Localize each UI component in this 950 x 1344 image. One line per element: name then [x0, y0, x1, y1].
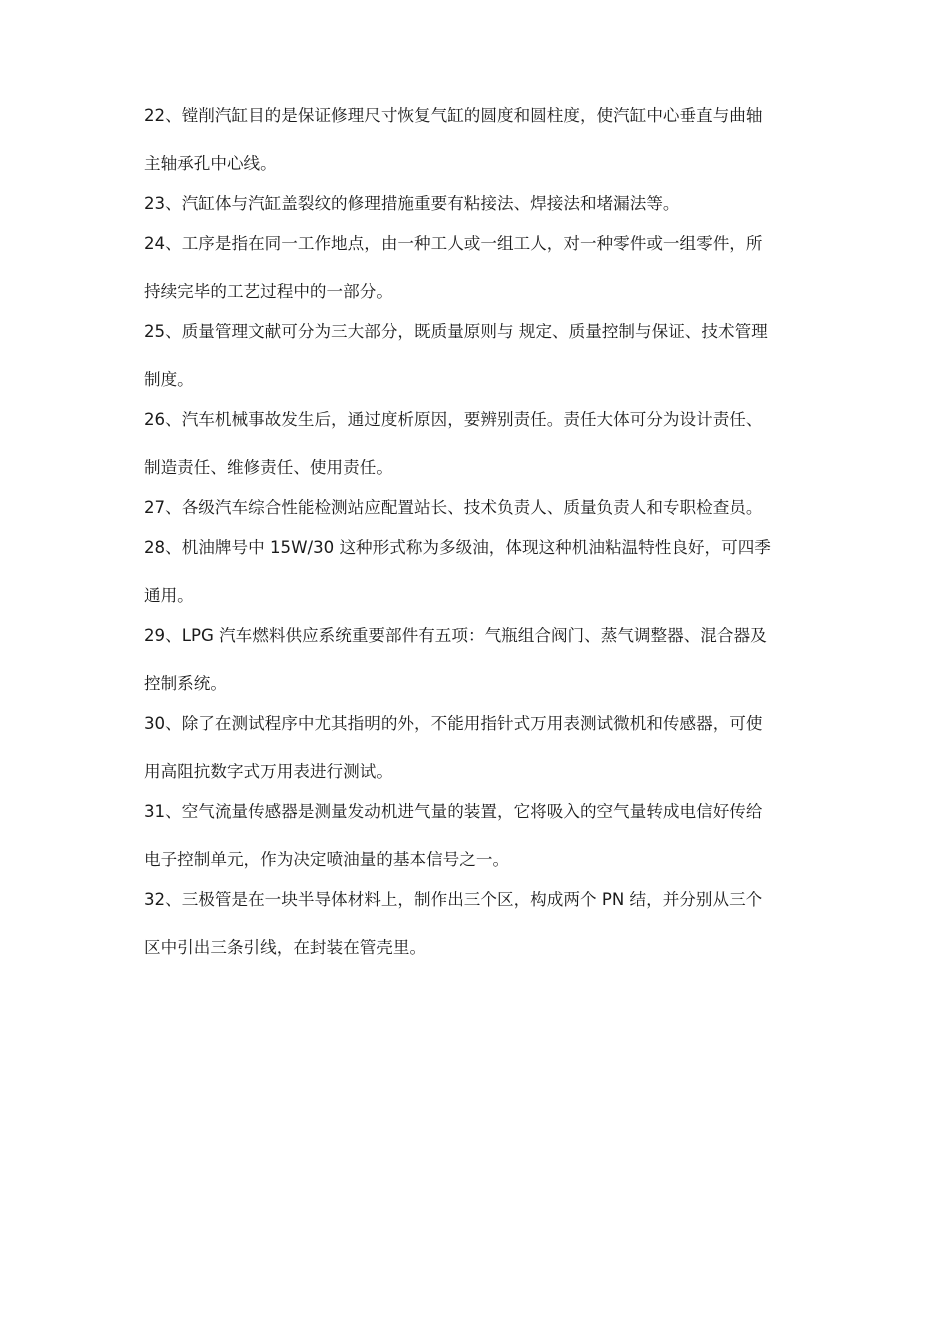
- paragraph-line: 持续完毕的工艺过程中的一部分。: [144, 282, 393, 301]
- paragraph-line: 制度。: [144, 370, 194, 389]
- paragraph-22: [144, 104, 808, 176]
- paragraph-line: 29、LPG 汽车燃料供应系统重要部件有五项：气瓶组合阀门、蒸气调整器、混合器及: [144, 626, 767, 645]
- paragraph-28: [144, 536, 808, 608]
- paragraph-line: 通用。: [144, 586, 194, 605]
- paragraph-30: [144, 712, 808, 784]
- paragraph-line: 22、镗削汽缸目的是保证修理尺寸恢复气缸的圆度和圆柱度，使汽缸中心垂直与曲轴: [144, 106, 763, 125]
- paragraph-26: [144, 408, 808, 480]
- paragraph-31: [144, 800, 808, 872]
- document-body: [144, 104, 808, 976]
- paragraph-line: 28、机油牌号中 15W/30 这种形式称为多级油，体现这种机油粘温特性良好，可四季: [144, 538, 771, 557]
- paragraph-23: [144, 192, 808, 216]
- paragraph-29: [144, 624, 808, 696]
- paragraph-line: 制造责任、维修责任、使用责任。: [144, 458, 393, 477]
- paragraph-line: 27、各级汽车综合性能检测站应配置站长、技术负责人、质量负责人和专职检查员。: [144, 498, 763, 517]
- paragraph-line: 32、三极管是在一块半导体材料上，制作出三个区，构成两个 PN 结，并分别从三个: [144, 890, 763, 909]
- paragraph-line: 24、工序是指在同一工作地点，由一种工人或一组工人，对一种零件或一组零件，所: [144, 234, 763, 253]
- paragraph-32: [144, 888, 808, 960]
- paragraph-27: [144, 496, 808, 520]
- paragraph-line: 区中引出三条引线，在封装在管壳里。: [144, 938, 427, 957]
- paragraph-line: 控制系统。: [144, 674, 227, 693]
- paragraph-24: [144, 232, 808, 304]
- paragraph-line: 31、空气流量传感器是测量发动机进气量的装置，它将吸入的空气量转成电信好传给: [144, 802, 763, 821]
- paragraph-line: 30、除了在测试程序中尤其指明的外，不能用指针式万用表测试微机和传感器，可使: [144, 714, 763, 733]
- paragraph-line: 26、汽车机械事故发生后，通过度析原因，要辨别责任。责任大体可分为设计责任、: [144, 410, 763, 429]
- paragraph-line: 主轴承孔中心线。: [144, 154, 277, 173]
- paragraph-25: [144, 320, 808, 392]
- paragraph-line: 用高阻抗数字式万用表进行测试。: [144, 762, 393, 781]
- paragraph-line: 23、汽缸体与汽缸盖裂纹的修理措施重要有粘接法、焊接法和堵漏法等。: [144, 194, 680, 213]
- paragraph-line: 电子控制单元，作为决定喷油量的基本信号之一。: [144, 850, 510, 869]
- paragraph-line: 25、质量管理文献可分为三大部分，既质量原则与 规定、质量控制与保证、技术管理: [144, 322, 768, 341]
